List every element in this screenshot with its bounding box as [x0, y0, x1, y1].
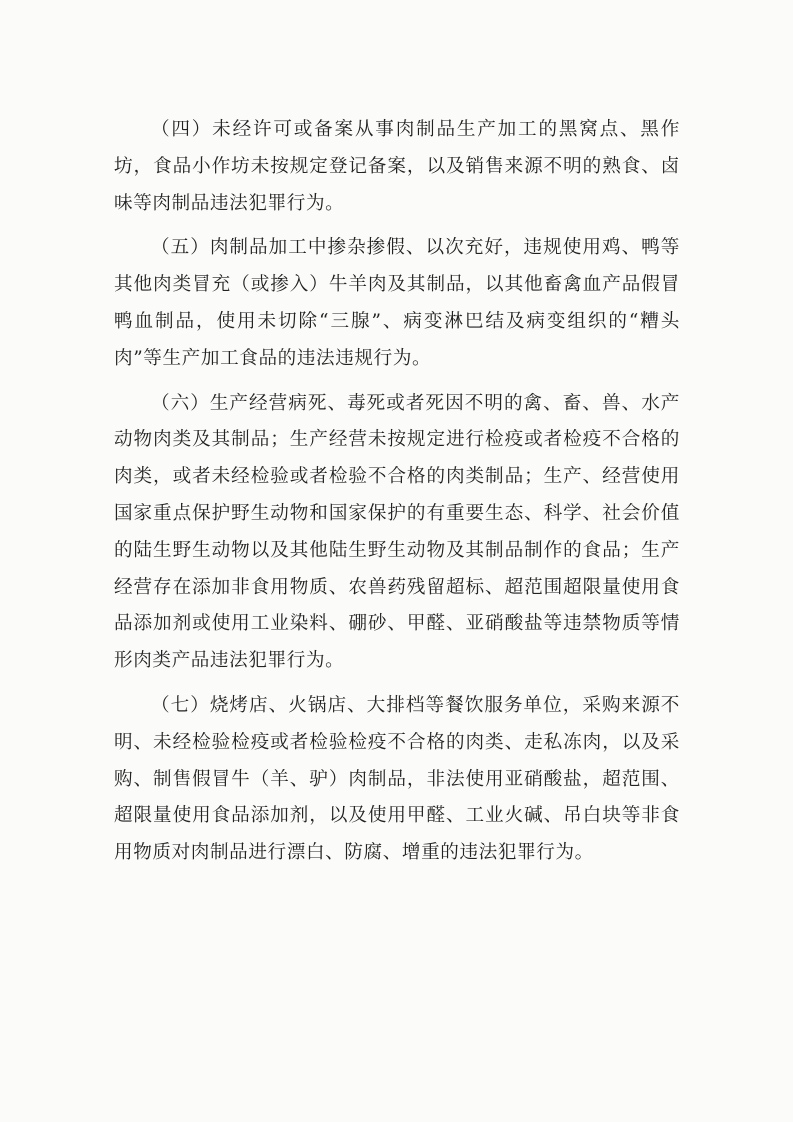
- paragraph-item-4: （四）未经许可或备案从事肉制品生产加工的黑窝点、黑作坊，食品小作坊未按规定登记备案，以及销售来源不明的熟食、卤味等肉制品违法犯罪行为。: [114, 119, 680, 214]
- document-body: [114, 112, 680, 880]
- paragraph-item-6: （六）生产经营病死、毒死或者死因不明的禽、畜、兽、水产动物肉类及其制品；生产经营未按规定进行检疫或者检疫不合格的肉类，或者未经检验或者检验不合格的肉类制品；生产、经营使用国家重点保护野生动物和国家保护的有重要生态、科学、社会价值的陆生野生动物以及其他陆生野生动物及其制品制作的食品；生产经营存在添加非食用物质、农兽药残留超标、超范围超限量使用食品添加剂或使用工业染料、硼砂、甲醛、亚硝酸盐等违禁物质等情形肉类产品违法犯罪行为。: [114, 392, 680, 672]
- paragraph-item-7: （七）烧烤店、火锅店、大排档等餐饮服务单位，采购来源不明、未经检验检疫或者检验检疫不合格的肉类、走私冻肉，以及采购、制售假冒牛（羊、驴）肉制品，非法使用亚硝酸盐，超范围、超限量使用食品添加剂，以及使用甲醛、工业火碱、吊白块等非食用物质对肉制品进行漂白、防腐、增重的违法犯罪行为。: [114, 694, 680, 864]
- paragraph-item-5: （五）肉制品加工中掺杂掺假、以次充好，违规使用鸡、鸭等其他肉类冒充（或掺入）牛羊肉及其制品，以其他畜禽血产品假冒鸭血制品，使用未切除“三腺”、病变淋巴结及病变组织的“糟头肉”等生产加工食品的违法违规行为。: [114, 237, 680, 369]
